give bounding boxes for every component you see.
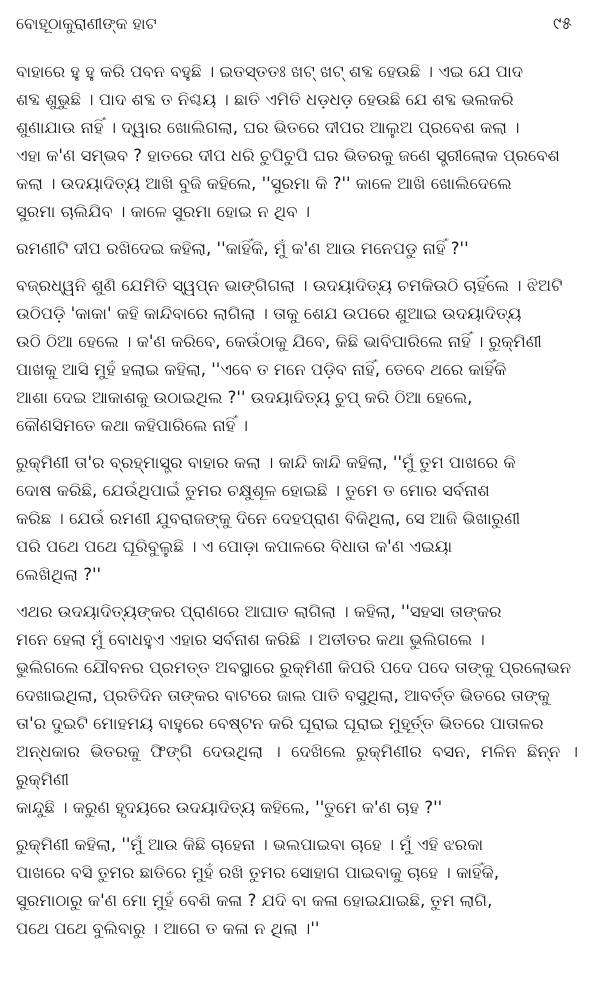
body-text xyxy=(16,58,578,943)
paragraph: ରୁକ୍ମିଣୀ କହିଲା, ''ମୁଁ ଆଉ କିଛି ଚାହେନା । ଭଲପାଇବା ଚାହେ । ମୁଁ ଏହି ଝରକା ପାଖରେ ବସି ତୁମର ଛାତିରେ ମୁହଁ ରଖି ତୁମର ସୋହାଗ ପାଇବାକୁ ଚାହେ । କାହିଁକି, ସୁରମାଠାରୁ କ'ଣ ମୋ ମୁହଁ ବେଶି କଳା ? ଯଦି ବା କଳା ହୋଇଯାଇଛି, ତୁମ ଲାଗି, ପଥେ ପଥେ ବୁଲିବାରୁ । ଆଗେ ତ କଳା ନ ଥିଲା ।'' xyxy=(16,835,500,938)
running-header xyxy=(16,14,578,44)
paragraph: ଏଥର ଉଦୟାଦିତ୍ୟଙ୍କର ପ୍ରାଣରେ ଆଘାତ ଲାଗିଲା । କହିଲା, ''ସହସା ତାଙ୍କର ମନେ ହେଲା ମୁଁ ବୋଧହୁଏ ଏହାର ସର୍ବନାଶ କରିଛି । ଅତୀତର କଥା ଭୁଲିଗଲେ । ଭୁଲିଗଲେ ଯୌବନର ପ୍ରମତ୍ତ ଅବସ୍ଥାରେ ରୁକ୍ମିଣୀ କିପରି ପଦେ ପଦେ ତାଙ୍କୁ ପ୍ରଲୋଭନ ଦେଖାଇଥିଲା, ପ୍ରତିଦିନ ତାଙ୍କର ବାଟରେ ଜାଲ ପାତି ବସୁଥିଲା, ଆବର୍ତ୍ତ ଭିତରେ ତାଙ୍କୁ ତା'ର ଦୁଇଟି ମୋହମୟ ବାହୁରେ ବେଷ୍ଟନ କରି ଘୂରାଇ ଘୂରାଇ ମୁହୂର୍ତ୍ତ ଭିତରେ ପାତାଳର ଅନ୍ଧକାର ଭିତରକୁ ଫିଙ୍ଗି ଦେଉଥିଲା । ଦେଖିଲେ ରୁକ୍ମିଣୀର ବସନ, ମଳିନ ଛିନ୍ନ । ରୁକ୍ମିଣୀ କାନ୍ଦୁଛି । କରୁଣ ହୃଦୟରେ ଉଦୟାଦିତ୍ୟ କହିଲେ, ''ତୁମେ କ'ଣ ଚାହ ?'' xyxy=(16,602,578,817)
paragraph: ବଜ୍ରଧ୍ୱନି ଶୁଣି ଯେମିତି ସ୍ୱପ୍ନ ଭାଙ୍ଗିଗଲା । ଉଦୟାଦିତ୍ୟ ଚମକିଉଠି ଚାହିଁଲେ । ଝିଅଟି ଉଠିପଡ଼ି 'କାକା' କହି କାନ୍ଦିବାରେ ଲାଗିଲା । ତାକୁ ଶେଯ ଉପରେ ଶୁଆଇ ଉଦୟାଦିତ୍ୟ ଉଠି ଠିଆ ହେଲେ । କ'ଣ କରିବେ, କେଉଁଠାକୁ ଯିବେ, କିଛି ଭାବିପାରିଲେ ନାହିଁ । ରୁକ୍ମିଣୀ ପାଖକୁ ଆସି ମୁହଁ ହଲାଇ କହିଲା, ''ଏବେ ତ ମନେ ପଡ଼ିବ ନାହିଁ, ତେବେ ଥରେ କାହିଁକି ଆଶା ଦେଇ ଆକାଶକୁ ଉଠାଇଥିଲ ?'' ଉଦୟାଦିତ୍ୟ ଚୁପ୍ କରି ଠିଆ ହେଲେ, କୌଣସିମତେ କଥା କହିପାରିଲେ ନାହିଁ । xyxy=(16,276,563,435)
paragraph: ରମଣୀଟି ଦୀପ ରଖିଦେଇ କହିଲା, ''କାହିଁକି, ମୁଁ କ'ଣ ଆଉ ମନେପଡୁ ନାହିଁ ?'' xyxy=(16,239,469,258)
running-title: ବୋହୂଠାକୁରାଣୀଙ୍କ ହାଟ xyxy=(16,14,157,33)
paragraph: ରୁକ୍ମିଣୀ ତା'ର ବ୍ରହ୍ମାସ୍ତ୍ର ବାହାର କଲା । କାନ୍ଦି କାନ୍ଦି କହିଲା, ''ମୁଁ ତୁମ ପାଖରେ କି ଦୋଷ କରିଛି, ଯେଉଁଥିପାଇଁ ତୁମର ଚକ୍ଷୁଶୂଳ ହୋଇଛି । ତୁମେ ତ ମୋର ସର୍ବନାଶ କରିଛ । ଯେଉଁ ରମଣୀ ଯୁବରାଜଙ୍କୁ ଦିନେ ଦେହପ୍ରାଣ ବିକିଥିଲା, ସେ ଆଜି ଭିଖାରୁଣୀ ପରି ପଥେ ପଥେ ଘୂରିବୁଲୁଛି । ଏ ପୋଡ଼ା କପାଳରେ ବିଧାତା କ'ଣ ଏଇୟା ଲେଖିଥିଲା ?'' xyxy=(16,453,521,584)
paragraph: ବାହାରେ ହୁ ହୁ କରି ପବନ ବହୁଛି । ଇତସ୍ତତଃ ଖଟ୍ ଖଟ୍ ଶବ୍ଦ ହେଉଛି । ଏଇ ଯେ ପାଦ ଶବ୍ଦ ଶୁଭୁଛି । ପାଦ ଶବ୍ଦ ତ ନିଶ୍ଚୟ । ଛାତି ଏମିତି ଧଡ଼ଧଡ଼ ହେଉଛି ଯେ ଶବ୍ଦ ଭଲକରି ଶୁଣାଯାଉ ନାହିଁ । ଦ୍ୱାର ଖୋଲିଗଲା, ଘର ଭିତରେ ଦୀପର ଆଲୁଅ ପ୍ରବେଶ କଲା । ଏହା କ'ଣ ସମ୍ଭବ ? ହାତରେ ଦୀପ ଧରି ଚୁପିଚୁପି ଘର ଭିତରକୁ ଜଣେ ସ୍ତ୍ରୀଲୋକ ପ୍ରବେଶ କଲା । ଉଦୟାଦିତ୍ୟ ଆଖି ବୁଜି କହିଲେ, ''ସୁରମା କି ?'' କାଳେ ଆଖି ଖୋଲିଦେଲେ ସୁରମା ଚାଲିଯିବ । କାଳେ ସୁରମା ହୋଇ ନ ଥିବ । xyxy=(16,62,560,221)
page-number: ୯୫ xyxy=(552,14,572,34)
